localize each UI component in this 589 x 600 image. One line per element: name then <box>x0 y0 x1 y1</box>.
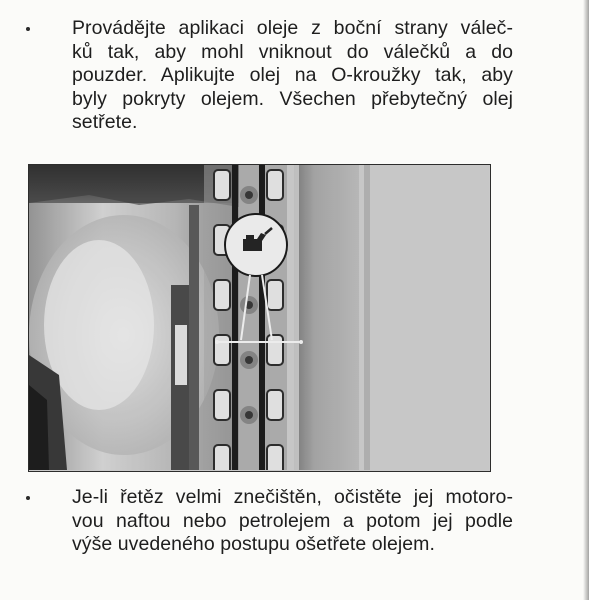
paragraph-chain-cleaning <box>72 486 513 557</box>
text-line: výše uvedeného postupu ošetřete olejem. <box>72 533 435 555</box>
scan-edge-shadow <box>583 0 589 600</box>
text-line: setřete. <box>72 111 138 133</box>
bullet-dot <box>26 27 30 31</box>
bullet-dot <box>26 496 30 500</box>
text-line: ků tak, aby mohl vniknout do válečků a do <box>72 40 513 63</box>
text-line: vou naftou nebo petrolejem a potom jej podle <box>72 509 513 532</box>
text-line: pouzder. Aplikujte olej na O-kroužky tak, aby <box>72 64 513 86</box>
paragraph-oil-application <box>72 17 513 135</box>
text-line: Provádějte aplikaci oleje z boční strany váleč- <box>72 17 513 39</box>
chain-photo-illustration <box>29 165 489 470</box>
text-line: byly pokryty olejem. Všechen přebytečný olej <box>72 87 513 110</box>
text-line: Je-li řetěz velmi znečištěn, očistěte jej motoro- <box>72 486 513 508</box>
chain-oiling-photo <box>28 164 491 472</box>
